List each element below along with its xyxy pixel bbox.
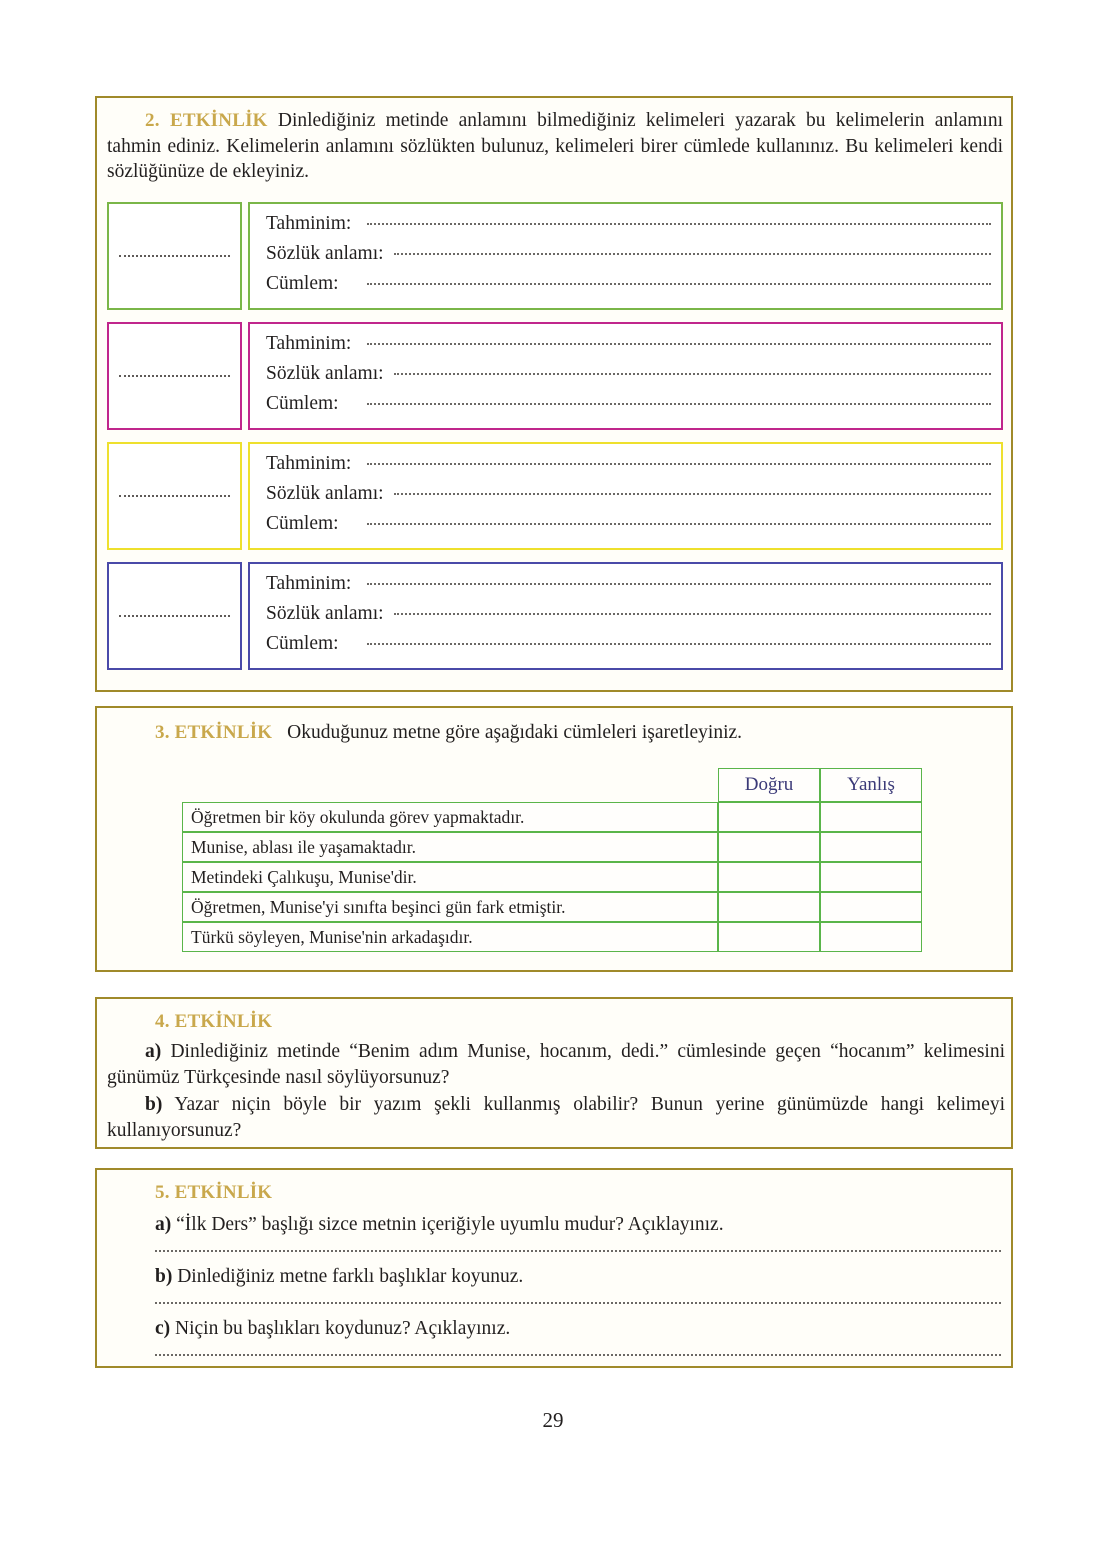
activity-4-item-b bbox=[107, 1092, 1005, 1143]
word-dotted-line bbox=[119, 495, 230, 497]
item-b-text: Dinlediğiniz metne farklı başlıklar koyunuz. bbox=[177, 1266, 524, 1287]
dogru-checkbox-cell[interactable] bbox=[718, 922, 820, 952]
activity-5-item-a bbox=[155, 1212, 1005, 1238]
item-a-label: a) bbox=[155, 1214, 172, 1235]
page-number: 29 bbox=[542, 1408, 564, 1432]
item-a-text: “İlk Ders” başlığı sizce metnin içeriğiyle uyumlu mudur? Açıklayınız. bbox=[176, 1214, 724, 1235]
dictionary-label: Sözlük anlamı: bbox=[266, 483, 384, 504]
word-entry-box bbox=[107, 562, 1003, 670]
word-detail-cell bbox=[248, 442, 1003, 550]
true-false-table-wrapper bbox=[182, 768, 922, 952]
guess-label: Tahminim: bbox=[266, 453, 352, 474]
word-detail-cell bbox=[248, 562, 1003, 670]
sentence-label: Cümlem: bbox=[266, 633, 339, 654]
guess-rule bbox=[367, 223, 991, 225]
word-input-cell[interactable] bbox=[107, 322, 242, 430]
statement-cell: Öğretmen bir köy okulunda görev yapmaktadır. bbox=[182, 802, 718, 832]
activity-5-item-b bbox=[155, 1264, 1005, 1290]
dictionary-rule bbox=[394, 493, 991, 495]
true-false-table bbox=[182, 768, 922, 952]
dogru-checkbox-cell[interactable] bbox=[718, 832, 820, 862]
yanlis-checkbox-cell[interactable] bbox=[820, 802, 922, 832]
table-row bbox=[182, 892, 922, 922]
item-c-label: c) bbox=[155, 1318, 171, 1339]
dictionary-rule bbox=[394, 253, 991, 255]
dictionary-label: Sözlük anlamı: bbox=[266, 243, 384, 264]
statement-cell: Munise, ablası ile yaşamaktadır. bbox=[182, 832, 718, 862]
guess-label: Tahminim: bbox=[266, 213, 352, 234]
table-row bbox=[182, 862, 922, 892]
yanlis-checkbox-cell[interactable] bbox=[820, 922, 922, 952]
word-dotted-line bbox=[119, 615, 230, 617]
activity-5-heading: 5. ETKİNLİK bbox=[155, 1182, 273, 1203]
yanlis-checkbox-cell[interactable] bbox=[820, 892, 922, 922]
word-entry-box bbox=[107, 202, 1003, 310]
yanlis-checkbox-cell[interactable] bbox=[820, 832, 922, 862]
guess-line[interactable] bbox=[266, 213, 991, 243]
answer-line-a[interactable] bbox=[155, 1250, 1001, 1252]
guess-rule bbox=[367, 463, 991, 465]
guess-rule bbox=[367, 343, 991, 345]
table-header-row bbox=[182, 768, 922, 802]
dogru-checkbox-cell[interactable] bbox=[718, 862, 820, 892]
guess-rule bbox=[367, 583, 991, 585]
table-row bbox=[182, 832, 922, 862]
dictionary-line[interactable] bbox=[266, 243, 991, 273]
statement-cell: Metindeki Çalıkuşu, Munise'dir. bbox=[182, 862, 718, 892]
table-row bbox=[182, 922, 922, 952]
activity-2-heading: 2. ETKİNLİK bbox=[145, 110, 268, 131]
word-detail-cell bbox=[248, 202, 1003, 310]
activity-4-heading: 4. ETKİNLİK bbox=[155, 1011, 273, 1032]
activity-3-header bbox=[155, 722, 742, 744]
sentence-label: Cümlem: bbox=[266, 513, 339, 534]
item-a-label: a) bbox=[145, 1041, 162, 1062]
word-entry-box bbox=[107, 322, 1003, 430]
sentence-label: Cümlem: bbox=[266, 273, 339, 294]
dictionary-line[interactable] bbox=[266, 483, 991, 513]
word-detail-cell bbox=[248, 322, 1003, 430]
sentence-rule bbox=[367, 643, 991, 645]
activity-5-item-c bbox=[155, 1316, 1005, 1342]
guess-line[interactable] bbox=[266, 453, 991, 483]
word-entry-box bbox=[107, 442, 1003, 550]
item-c-text: Niçin bu başlıkları koydunuz? Açıklayınız. bbox=[175, 1318, 511, 1339]
activity-2-intro bbox=[107, 108, 1003, 185]
guess-label: Tahminim: bbox=[266, 573, 352, 594]
activity-4-body bbox=[107, 1039, 1005, 1143]
activity-5-frame bbox=[95, 1168, 1013, 1368]
sentence-rule bbox=[367, 403, 991, 405]
sentence-line[interactable] bbox=[266, 393, 991, 423]
item-b-text: Yazar niçin böyle bir yazım şekli kullanmış olabilir? Bunun yerine günümüzde hangi kelimeyi kullanıyorsunuz? bbox=[107, 1094, 1005, 1141]
column-header-dogru: Doğru bbox=[718, 768, 820, 802]
dictionary-line[interactable] bbox=[266, 603, 991, 633]
table-corner-spacer bbox=[182, 768, 718, 802]
item-b-label: b) bbox=[155, 1266, 173, 1287]
sentence-line[interactable] bbox=[266, 633, 991, 663]
table-row bbox=[182, 802, 922, 832]
guess-line[interactable] bbox=[266, 333, 991, 363]
dictionary-line[interactable] bbox=[266, 363, 991, 393]
dictionary-rule bbox=[394, 613, 991, 615]
activity-3-heading: 3. ETKİNLİK bbox=[155, 722, 273, 743]
activity-2-instruction: Dinlediğiniz metinde anlamını bilmediğiniz kelimeleri yazarak bu kelimelerin anlamını tahmin ediniz. Kelimelerin anlamını sözlükten bulunuz, kelimeleri birer cümlede kullanınız. Bu kelimeleri kendi sözlüğünüze de ekleyiniz. bbox=[107, 110, 1003, 182]
sentence-label: Cümlem: bbox=[266, 393, 339, 414]
column-header-yanlis: Yanlış bbox=[820, 768, 922, 802]
guess-label: Tahminim: bbox=[266, 333, 352, 354]
word-input-cell[interactable] bbox=[107, 562, 242, 670]
sentence-line[interactable] bbox=[266, 513, 991, 543]
word-input-cell[interactable] bbox=[107, 202, 242, 310]
item-b-label: b) bbox=[145, 1094, 163, 1115]
sentence-rule bbox=[367, 523, 991, 525]
sentence-rule bbox=[367, 283, 991, 285]
activity-3-frame bbox=[95, 706, 1013, 972]
activity-3-instruction: Okuduğunuz metne göre aşağıdaki cümleleri işaretleyiniz. bbox=[287, 722, 743, 743]
statement-cell: Öğretmen, Munise'yi sınıfta beşinci gün fark etmiştir. bbox=[182, 892, 718, 922]
dictionary-rule bbox=[394, 373, 991, 375]
word-dotted-line bbox=[119, 375, 230, 377]
activity-2-frame bbox=[95, 96, 1013, 692]
statement-cell: Türkü söyleyen, Munise'nin arkadaşıdır. bbox=[182, 922, 718, 952]
dogru-checkbox-cell[interactable] bbox=[718, 802, 820, 832]
word-input-cell[interactable] bbox=[107, 442, 242, 550]
activity-4-item-a bbox=[107, 1039, 1005, 1090]
guess-line[interactable] bbox=[266, 573, 991, 603]
dictionary-label: Sözlük anlamı: bbox=[266, 603, 384, 624]
dogru-checkbox-cell[interactable] bbox=[718, 892, 820, 922]
activity-5-body bbox=[155, 1212, 1005, 1368]
activity-4-frame bbox=[95, 997, 1013, 1149]
answer-line-c[interactable] bbox=[155, 1354, 1001, 1356]
word-dotted-line bbox=[119, 255, 230, 257]
item-a-text: Dinlediğiniz metinde “Benim adım Munise, hocanım, dedi.” cümlesinde geçen “hocanım” kelimesini günümüz Türkçesinde nasıl söylüyorsunuz? bbox=[107, 1041, 1005, 1088]
sentence-line[interactable] bbox=[266, 273, 991, 303]
dictionary-label: Sözlük anlamı: bbox=[266, 363, 384, 384]
answer-line-b[interactable] bbox=[155, 1302, 1001, 1304]
yanlis-checkbox-cell[interactable] bbox=[820, 862, 922, 892]
